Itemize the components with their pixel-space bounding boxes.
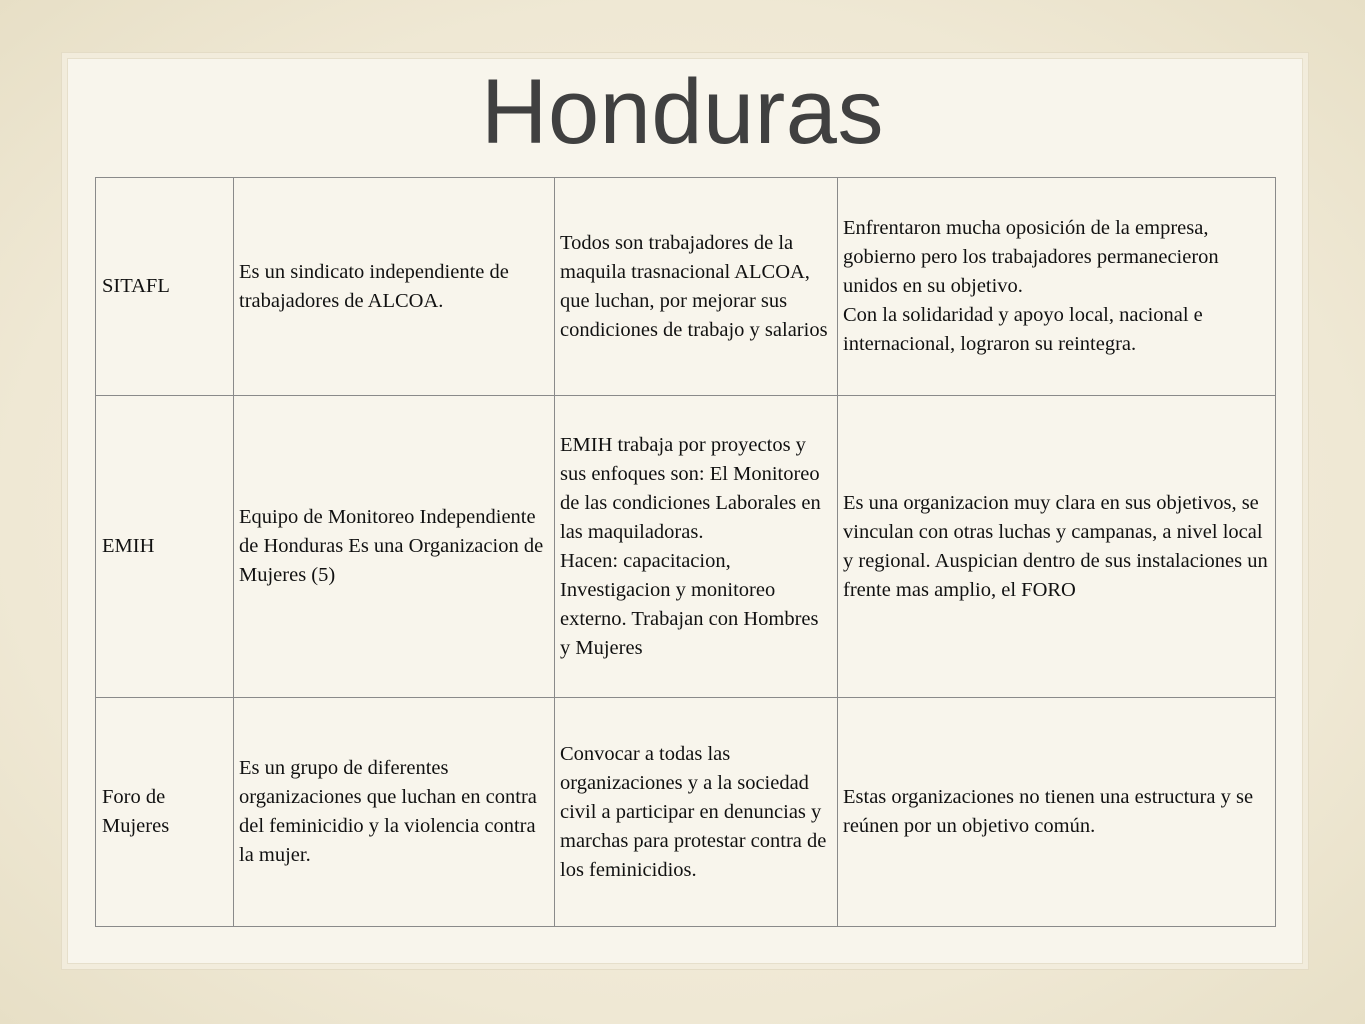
org-activities: Convocar a todas las organizaciones y a la sociedad civil a participar en denuncias y marchas para protestar contra de los feminicidios. [560,742,827,881]
org-description: Es un sindicato independiente de trabajadores de ALCOA. [239,260,509,312]
org-name-cell [96,178,234,396]
table-row [96,178,1276,396]
org-results: Estas organizaciones no tienen una estructura y se reúnen por un objetivo común. [843,786,1254,837]
org-description: Es un grupo de diferentes organizaciones que luchan en contra del feminicidio y la violencia contra la mujer. [239,757,537,866]
table-row [96,698,1276,927]
org-name: EMIH [102,535,155,557]
org-description-cell [234,396,555,698]
org-name: Foro de Mujeres [102,786,170,837]
org-name-cell [96,396,234,698]
org-name: SITAFL [102,275,170,297]
org-results: Es una organizacion muy clara en sus objetivos, se vinculan con otras luchas y campanas, a nivel local y regional. Auspician dentro de sus instalaciones un frente mas amplio, el FORO [843,491,1268,601]
org-activities: EMIH trabaja por proyectos y sus enfoques son: El Monitoreo de las condiciones Laborales en las maquiladoras. Hacen: capacitacion, Investigacion y monitoreo externo. Trabajan con Hombres y Mujeres [560,433,821,659]
org-description-cell [234,178,555,396]
org-results-cell [838,178,1276,396]
org-activities-cell [555,178,838,396]
org-description-cell [234,698,555,927]
org-name-cell [96,698,234,927]
org-activities-cell [555,396,838,698]
table-row [96,396,1276,698]
org-results-cell [838,698,1276,927]
org-activities-cell [555,698,838,927]
org-description: Equipo de Monitoreo Independiente de Honduras Es una Organizacion de Mujeres (5) [239,506,544,586]
org-results-cell [838,396,1276,698]
organizations-table [95,177,1276,927]
org-activities: Todos son trabajadores de la maquila trasnacional ALCOA, que luchan, por mejorar sus condiciones de trabajo y salarios [560,231,828,341]
slide-title: Honduras [481,61,884,163]
org-results: Enfrentaron mucha oposición de la empresa, gobierno pero los trabajadores permanecieron unidos en su objetivo. Con la solidaridad y apoyo local, nacional e internacional, lograron su reintegra. [843,217,1219,355]
